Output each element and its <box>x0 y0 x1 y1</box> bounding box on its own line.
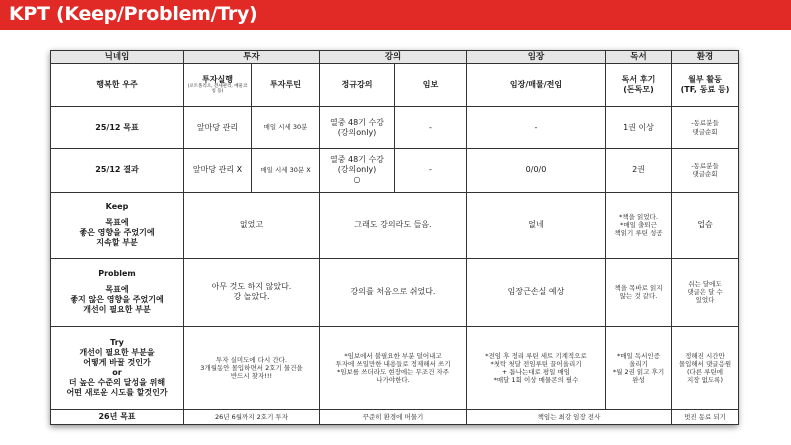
invest-routine-header: 투자루틴 <box>252 64 320 107</box>
keep-label <box>51 192 184 258</box>
try-desc: 개선이 필요한 부분을 어떻게 바꿀 것인가 or 더 높은 수준의 달성을 위해 어떤 새로운 시도를 할것인가 <box>66 347 168 397</box>
invest-practice-note: (포트폴리오, 전세관리, 매물코칭 등) <box>187 84 248 95</box>
try-lecture: *임보에서 불필요한 부분 덜어내고 투자에 쓰일만한 내용들로 정제해서 쓰기 *임보를 쓰더라도 현장에는 무조건 자주 나가야한다. <box>320 327 467 409</box>
goal-invest-practice: 앞마당 관리 <box>184 107 252 148</box>
keep-reading: *책을 읽었다. *매일 출퇴근 책읽기 루틴 성공 <box>606 192 672 258</box>
header-invest: 투자 <box>184 51 320 64</box>
keep-imjang: 없네 <box>467 192 606 258</box>
invest-practice-label: 투자실행 <box>202 75 233 85</box>
problem-label <box>51 258 184 327</box>
keep-title: Keep <box>105 202 129 212</box>
final-env: 멋진 동료 되기 <box>672 409 739 424</box>
result-regular-lecture: 열중 48기 수강 (강의only) ○ <box>320 148 395 192</box>
problem-row <box>51 258 739 327</box>
final-imjang: 책임는 최강 임장 전사 <box>467 409 672 424</box>
final-label: 26년 목표 <box>51 409 184 424</box>
final-lecture: 꾸준히 환경에 머물기 <box>320 409 467 424</box>
keep-env: 업슴 <box>672 192 739 258</box>
result-imbo: - <box>395 148 467 192</box>
header-lecture: 강의 <box>320 51 467 64</box>
try-invest: 투자 실미도에 다시 간다. 3개월동안 몰입하면서 2호기 물건을 반드시 찾자!!! <box>184 327 320 409</box>
problem-invest: 아무 것도 하지 않았다. 강 놀았다. <box>184 258 320 327</box>
keep-lecture: 그래도 강의라도 들음. <box>320 192 467 258</box>
goal-imbo: - <box>395 107 467 148</box>
goal-invest-routine: 매일 시세 30분 <box>252 107 320 148</box>
header-row <box>51 51 739 64</box>
result-invest-practice: 앞마당 관리 X <box>184 148 252 192</box>
header-env: 환경 <box>672 51 739 64</box>
subheader-row <box>51 64 739 107</box>
header-nickname: 닉네임 <box>51 51 184 64</box>
try-title: Try <box>110 337 124 347</box>
problem-imjang: 임장근손실 예상 <box>467 258 606 327</box>
goal-label: 25/12 목표 <box>51 107 184 148</box>
problem-reading: 책을 목바로 읽지 않는 것 같다. <box>606 258 672 327</box>
final-invest: 26년 6월까지 2호기 투자 <box>184 409 320 424</box>
regular-lecture-header: 정규강의 <box>320 64 395 107</box>
result-imjang: 0/0/0 <box>467 148 606 192</box>
nickname-value: 행복한 우주 <box>51 64 184 107</box>
goal-env: -동료분들 댓글순회 <box>672 107 739 148</box>
problem-lecture: 강의를 처음으로 쉬었다. <box>320 258 467 327</box>
title-bar <box>0 0 791 30</box>
goal-imjang: - <box>467 107 606 148</box>
result-label: 25/12 결과 <box>51 148 184 192</box>
try-imjang: *전임 후 정리 루틴 세트 기계적으로 *첫탁 첫달 전임루틴 끌어올리기 + 틈나는대로 평일 매임 *매달 1회 이상 매물콘의 필수 <box>467 327 606 409</box>
header-imjang: 임장 <box>467 51 606 64</box>
result-row <box>51 148 739 192</box>
result-env: -동료분들 댓글순회 <box>672 148 739 192</box>
keep-desc: 목표에 좋은 영향을 주었기에 지속할 부분 <box>79 218 155 248</box>
keep-invest: 없었고 <box>184 192 320 258</box>
try-row <box>51 327 739 409</box>
try-label <box>51 327 184 409</box>
try-reading: *매일 독서인증 올리기 *월 2권 읽고 후기 완성 <box>606 327 672 409</box>
final-row <box>51 409 739 424</box>
invest-practice-header <box>184 64 252 107</box>
env-activity-header: 월부 활동 (TF, 동료 등) <box>672 64 739 107</box>
problem-env: 쉬는 달에도 댓글은 달 수 있었다 <box>672 258 739 327</box>
kpt-table <box>50 50 739 425</box>
header-reading: 독서 <box>606 51 672 64</box>
problem-title: Problem <box>98 269 136 279</box>
goal-reading: 1권 이상 <box>606 107 672 148</box>
page-title: KPT (Keep/Problem/Try) <box>9 3 258 25</box>
keep-row <box>51 192 739 258</box>
goal-row <box>51 107 739 148</box>
reading-review-header: 독서 후기 (돈독모) <box>606 64 672 107</box>
result-reading: 2권 <box>606 148 672 192</box>
try-env: 정해진 시간만 몰입해서 댓글응원 (다른 루틴에 지장 없도록) <box>672 327 739 409</box>
imjang-detail-header: 임장/매물/전임 <box>467 64 606 107</box>
result-invest-routine: 매일 시세 30분 X <box>252 148 320 192</box>
kpt-sheet <box>50 50 738 425</box>
imbo-header: 임보 <box>395 64 467 107</box>
goal-regular-lecture: 열중 48기 수강 (강의only) <box>320 107 395 148</box>
problem-desc: 목표에 좋지 않은 영향을 주었기에 개선이 필요한 부분 <box>70 285 164 315</box>
